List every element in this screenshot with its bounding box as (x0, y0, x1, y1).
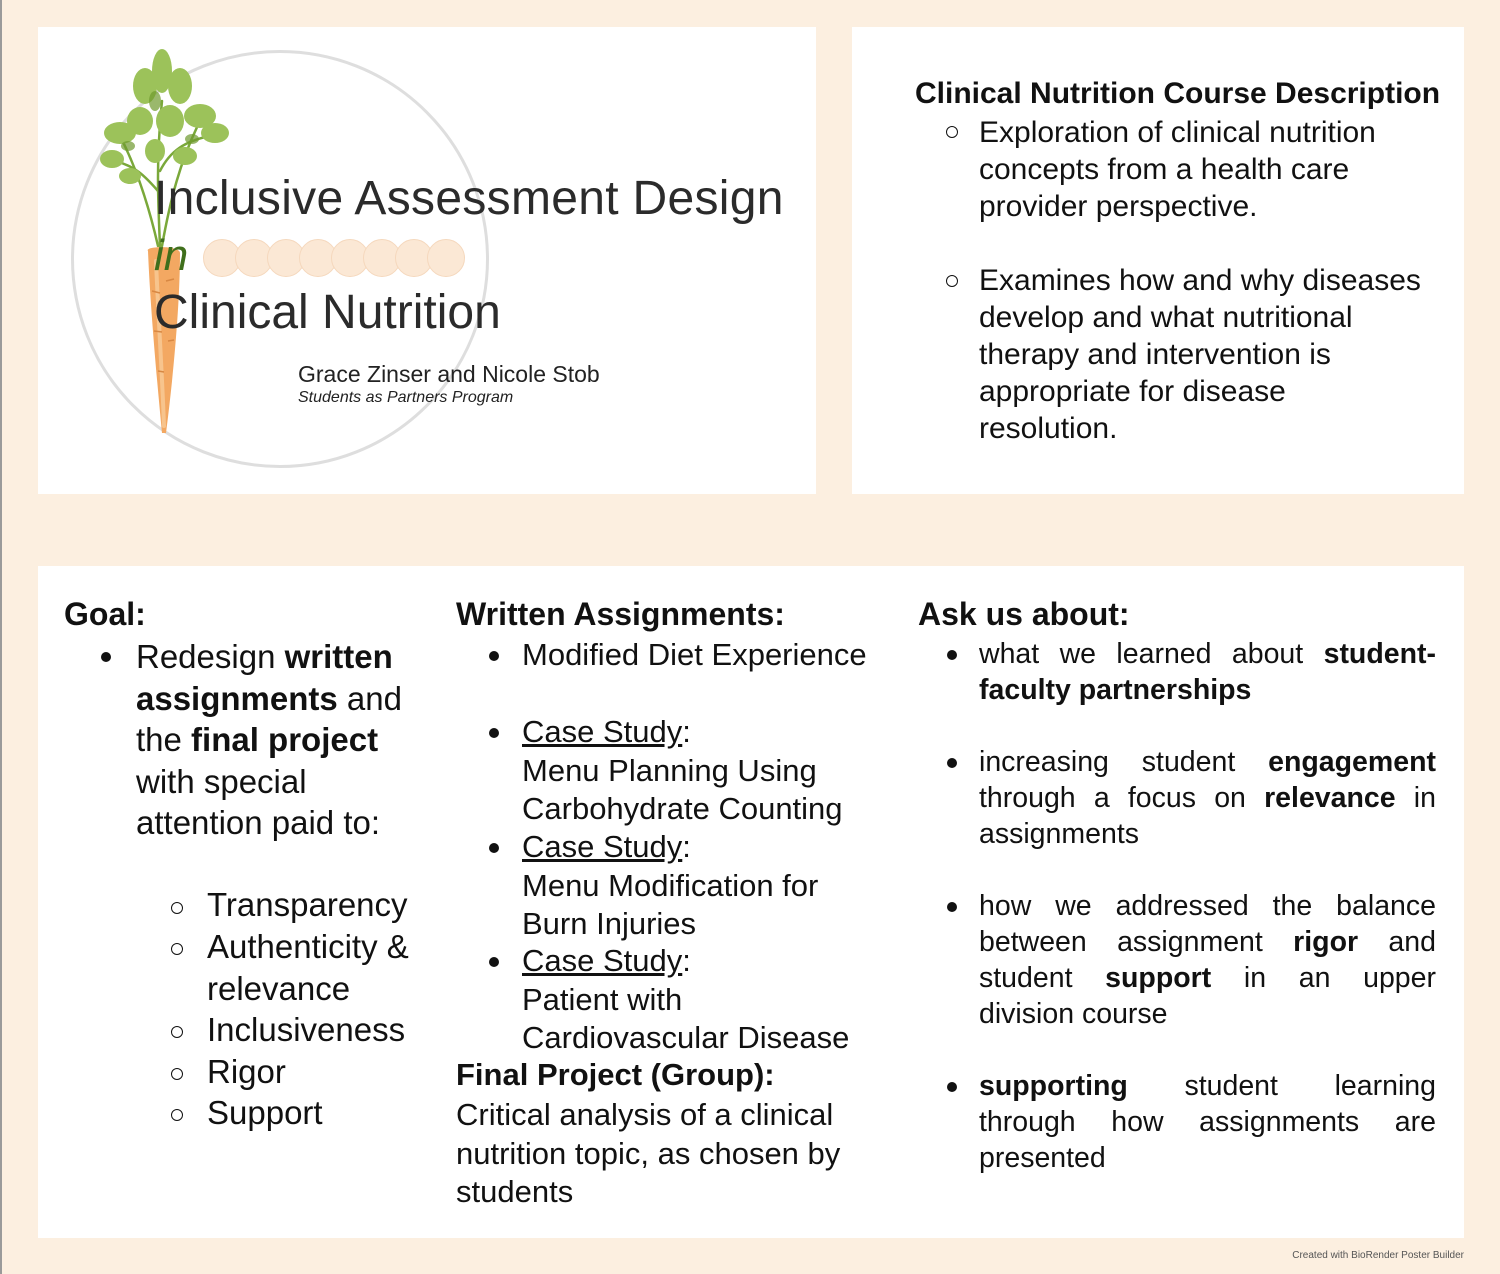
pea-icon (427, 239, 465, 277)
page-edge (0, 0, 2, 1274)
written-heading: Written Assignments: (456, 596, 785, 632)
description-panel (852, 27, 1464, 494)
goal-sub-item: Support (207, 1094, 323, 1131)
bullet-icon (489, 843, 499, 853)
authors: Grace Zinser and Nicole Stob (298, 361, 600, 387)
bullet-icon (489, 728, 499, 738)
description-item: Examines how and why diseases develop and what nutritional therapy and intervention is appropriate for disease resolution. (979, 264, 1421, 445)
bullet-icon (947, 650, 957, 660)
hollow-bullet-icon (946, 126, 958, 138)
ask-item: what we learned about student-faculty partnerships (979, 638, 1436, 706)
hollow-bullet-icon (946, 275, 958, 287)
goal-sub-item: Inclusiveness (207, 1011, 406, 1048)
assignment-item: Case Study: Patient with Cardiovascular Disease (522, 943, 850, 1055)
goal-sub-item: Authenticity & relevance (207, 928, 409, 1007)
poster-title-in: in (154, 231, 189, 280)
final-project-heading: Final Project (Group): (456, 1057, 775, 1092)
bullet-icon (947, 758, 957, 768)
hollow-bullet-icon (171, 1068, 183, 1080)
assignment-item: Case Study: Menu Planning Using Carbohydrate Counting (522, 714, 843, 826)
description-title: Clinical Nutrition Course Description (915, 77, 1441, 110)
bullet-icon (947, 902, 957, 912)
pea-row (203, 239, 459, 277)
program-name: Students as Partners Program (298, 389, 514, 406)
bullet-icon (489, 651, 499, 661)
hollow-bullet-icon (171, 1109, 183, 1121)
bullet-icon (947, 1082, 957, 1092)
hollow-bullet-icon (171, 1026, 183, 1038)
title-panel (38, 27, 816, 494)
assignment-item: Modified Diet Experience (522, 637, 867, 672)
bullet-icon (101, 652, 111, 662)
ask-item: how we addressed the balance between assignment rigor and student support in an upper division course (979, 890, 1437, 1030)
goal-sub-item: Rigor (207, 1053, 286, 1090)
goal-heading: Goal: (64, 596, 146, 632)
details-panel (38, 566, 1464, 1238)
ask-heading: Ask us about: (918, 596, 1130, 632)
ask-item: supporting student learning through how assignments are presented (979, 1070, 1436, 1174)
ask-item: increasing student engagement through a focus on relevance in assignments (979, 746, 1436, 850)
bullet-icon (489, 957, 499, 967)
poster-title-line1: Inclusive Assessment Design (154, 172, 784, 225)
poster-title-line3: Clinical Nutrition (154, 286, 501, 339)
hollow-bullet-icon (171, 943, 183, 955)
final-project-text: Critical analysis of a clinical nutrition topic, as chosen by students (456, 1097, 841, 1209)
assignment-item: Case Study: Menu Modification for Burn Injuries (522, 829, 819, 941)
hollow-bullet-icon (171, 902, 183, 914)
footer-credit: Created with BioRender Poster Builder (1292, 1250, 1464, 1261)
goal-sub-item: Transparency (207, 886, 408, 923)
description-item: Exploration of clinical nutrition concepts from a health care provider perspective. (979, 116, 1376, 223)
goal-text: Redesign written assignments and the final project with special attention paid to: (136, 638, 402, 841)
